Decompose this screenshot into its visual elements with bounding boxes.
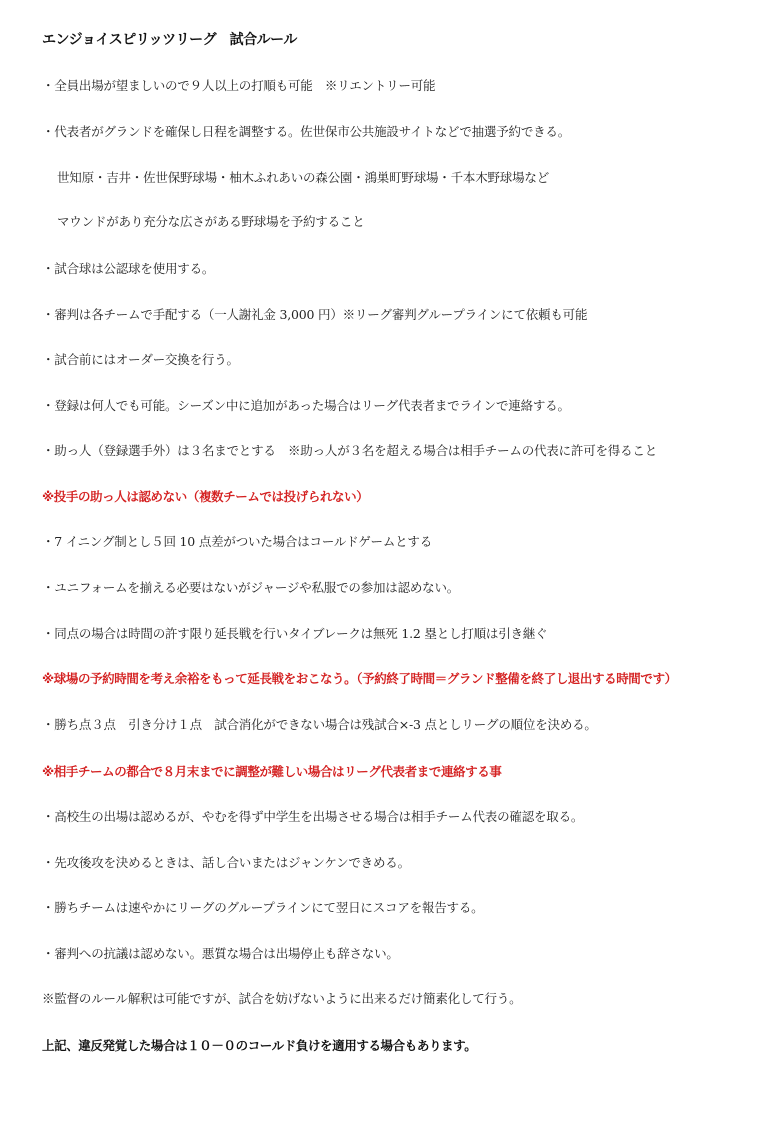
rule-ground-list: 世知原・吉井・佐世保野球場・柚木ふれあいの森公園・鴻巣町野球場・千本木野球場など	[57, 170, 550, 185]
rule-ground-booking: ・代表者がグランドを確保し日程を調整する。佐世保市公共施設サイトなどで抽選予約できる。	[42, 124, 571, 139]
rule-ground-requirement: マウンドがあり充分な広さがある野球場を予約すること	[57, 214, 365, 229]
rule-no-protests: ・審判への抗議は認めない。悪質な場合は出場停止も辞さない。	[42, 946, 399, 961]
rule-full-participation: ・全員出場が望ましいので９人以上の打順も可能 ※リエントリー可能	[42, 78, 436, 93]
rule-batting-order-choice: ・先攻後攻を決めるときは、話し合いまたはジャンケンできめる。	[42, 855, 410, 870]
rule-extra-innings: ・同点の場合は時間の許す限り延長戦を行いタイブレークは無死 1.2 塁とし打順は引き継ぐ	[42, 626, 548, 641]
penalty-note: 上記、違反発覚した場合は１０－０のコールド負けを適用する場合もあります。	[42, 1038, 477, 1053]
rule-score-report: ・勝ちチームは速やかにリーグのグループラインにて翌日にスコアを報告する。	[42, 900, 484, 915]
rule-official-ball: ・試合球は公認球を使用する。	[42, 261, 215, 276]
note-rule-interpretation: ※監督のルール解釈は可能ですが、試合を妨げないように出来るだけ簡素化して行う。	[42, 991, 522, 1006]
warning-pitcher-helpers: ※投手の助っ人は認めない（複数チームでは投げられない）	[42, 489, 369, 504]
rule-helpers: ・助っ人（登録選手外）は３名までとする ※助っ人が３名を超える場合は相手チームの代表に許可を得ること	[42, 443, 658, 458]
warning-scheduling-deadline: ※相手チームの都合で８月末までに調整が難しい場合はリーグ代表者まで連絡する事	[42, 764, 502, 779]
warning-extra-innings-time: ※球場の予約時間を考え余裕をもって延長戦をおこなう。（予約終了時間＝グランド整備を終了し退出する時間です）	[42, 671, 677, 686]
rule-order-exchange: ・試合前にはオーダー交換を行う。	[42, 352, 239, 367]
document-title: エンジョイスピリッツリーグ 試合ルール	[42, 32, 297, 48]
rule-innings: ・7 イニング制とし５回 10 点差がついた場合はコールドゲームとする	[42, 534, 433, 549]
rule-registration: ・登録は何人でも可能。シーズン中に追加があった場合はリーグ代表者までラインで連絡する。	[42, 398, 570, 413]
rule-umpire: ・審判は各チームで手配する（一人謝礼金 3,000 円）※リーグ審判グループラインにて依頼も可能	[42, 307, 588, 322]
rule-uniform: ・ユニフォームを揃える必要はないがジャージや私服での参加は認めない。	[42, 580, 460, 595]
rule-points: ・勝ち点３点 引き分け１点 試合消化ができない場合は残試合×-3 点としリーグの順位を決める。	[42, 717, 597, 732]
rule-student-players: ・高校生の出場は認めるが、やむを得ず中学生を出場させる場合は相手チーム代表の確認を取る。	[42, 809, 584, 824]
